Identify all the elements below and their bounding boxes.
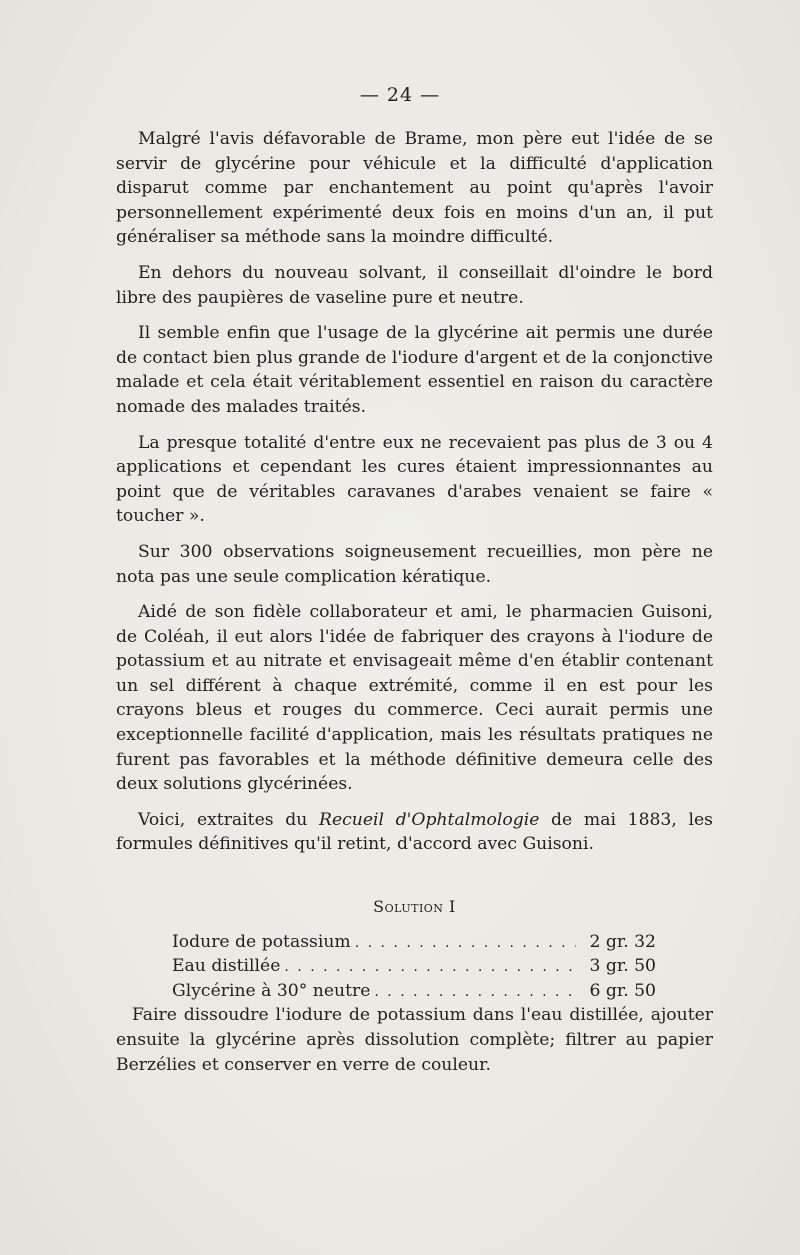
dot-leader	[355, 931, 576, 956]
formula-row	[172, 954, 656, 979]
paragraph-recueil	[116, 808, 713, 857]
recueil-title: Recueil d'Ophtalmologie	[319, 809, 540, 830]
ingredient-name: Eau distillée	[172, 956, 281, 977]
ingredient-quantity: 3 gr. 50	[589, 956, 656, 977]
formula-list	[172, 930, 656, 1004]
paragraph-contact-duration: Il semble enfin que l'usage de la glycérine ait permis une durée de contact bien plus grande de l'iodure d'argent et de la conjonctive malade et cela était véritablement essentiel en raison du caractère nomade des malades traités.	[116, 323, 713, 417]
paragraph-applications: La presque totalité d'entre eux ne recevaient pas plus de 3 ou 4 applications et cependant les cures étaient impressionnantes au point que de véritables caravanes d'arabes venaient se faire « toucher ».	[116, 432, 713, 527]
paragraph-vaseline: En dehors du nouveau solvant, il conseillait dl'oindre le bord libre des paupières de vaseline pure et neutre.	[116, 262, 713, 308]
dot-leader	[374, 980, 576, 1005]
solution-instructions: Faire dissoudre l'iodure de potassium dans l'eau distillée, ajouter ensuite la glycérine après dissolution complète; filtrer au papier Berzélies et conserver en verre de couleur.	[116, 1005, 713, 1075]
formula-row	[172, 979, 656, 1004]
paragraph-observations: Sur 300 observations soigneusement recueillies, mon père ne nota pas une seule complication kératique.	[116, 541, 713, 587]
paragraph-glycerine-vehicle: Malgré l'avis défavorable de Brame, mon père eut l'idée de se servir de glycérine pour véhicule et la difficulté d'application disparut comme par enchantement au point qu'après l'avoir personnellement expérimenté deux fois en moins d'un an, il put généraliser sa méthode sans la moindre difficulté.	[116, 129, 713, 248]
formula-row	[172, 930, 656, 955]
recueil-before: Voici, extraites du	[138, 809, 320, 830]
ingredient-quantity: 6 gr. 50	[589, 980, 656, 1001]
ingredient-name: Iodure de potassium	[172, 931, 351, 952]
solution-title: Solution I	[373, 897, 456, 917]
paragraph-crayons: Aidé de son fidèle collaborateur et ami, le pharmacien Guisoni, de Coléah, il eut alors l'idée de fabriquer des crayons à l'iodure de potassium et au nitrate et envisageait même d'en établir contenant un sel différent à chaque extrémité, comme il en est pour les crayons bleus et rouges du commerce. Ceci aurait permis une exceptionnelle facilité d'application, mais les résultats pratiques ne furent pas favorables et la méthode définitive demeura celle des deux solutions glycérinées.	[116, 602, 713, 795]
ingredient-name: Glycérine à 30° neutre	[172, 980, 371, 1001]
ingredient-quantity: 2 gr. 32	[589, 931, 656, 952]
dot-leader	[284, 955, 576, 980]
recueil-after: de mai 1883, les formules définitives qu'il retint, d'accord avec Guisoni.	[116, 809, 714, 855]
page-number: — 24 —	[359, 84, 441, 106]
body-text	[116, 127, 713, 1077]
